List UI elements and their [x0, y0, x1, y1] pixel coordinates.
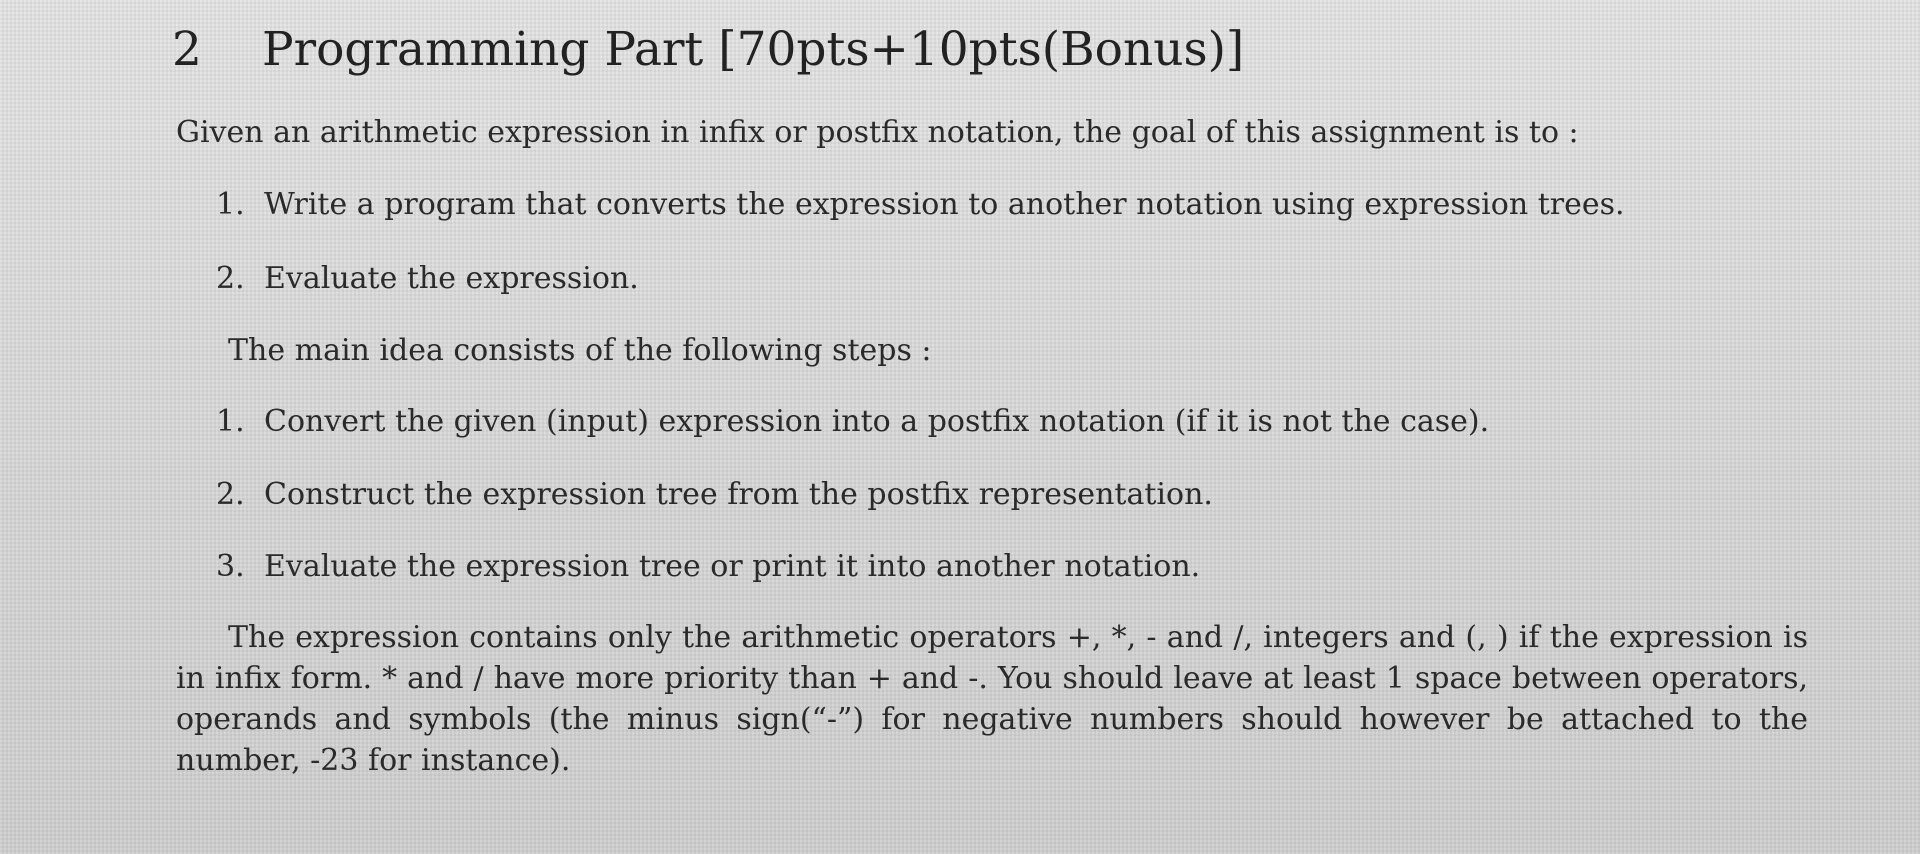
- goal-item: [216, 187, 1625, 222]
- intro-text: Given an arithmetic expression in infix or postfix notation, the goal of this assignment is to :: [176, 115, 1579, 150]
- description-paragraph: [176, 617, 1808, 781]
- section-number: 2: [172, 22, 202, 77]
- step-text: Convert the given (input) expression into a postfix notation (if it is not the case).: [264, 404, 1490, 439]
- goal-index: 2.: [216, 261, 245, 296]
- goal-index: 1.: [216, 187, 245, 222]
- step-item: [216, 477, 1213, 512]
- step-index: 1.: [216, 404, 245, 439]
- paragraph-text: The expression contains only the arithmetic operators +, *, - and /, integers and (, ) if the expression is in infix form. * and / have more priority than + and -. You should leave at least 1 space between operators, operands and symbols (the minus sign(“-”) for negative numbers should however be attached to the number, -23 for instance).: [176, 620, 1808, 778]
- section-heading: [172, 22, 1244, 77]
- step-item: [216, 549, 1200, 584]
- step-index: 3.: [216, 549, 245, 584]
- goal-text: Write a program that converts the expression to another notation using expression trees.: [264, 187, 1625, 222]
- goal-item: [216, 261, 639, 296]
- step-text: Construct the expression tree from the postfix representation.: [264, 477, 1213, 512]
- goal-text: Evaluate the expression.: [264, 261, 639, 296]
- step-item: [216, 404, 1489, 439]
- steps-heading: The main idea consists of the following steps :: [228, 333, 932, 368]
- step-index: 2.: [216, 477, 245, 512]
- section-title: Programming Part [70pts+10pts(Bonus)]: [262, 22, 1245, 77]
- step-text: Evaluate the expression tree or print it into another notation.: [264, 549, 1201, 584]
